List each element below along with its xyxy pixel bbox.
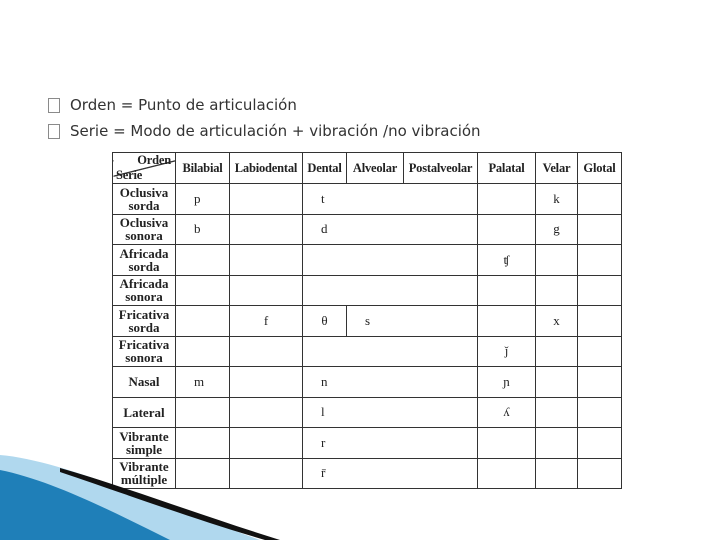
table-cell: s — [347, 306, 478, 337]
table-cell — [230, 214, 303, 245]
phoneme-table-container — [112, 152, 622, 489]
table-cell: b — [176, 214, 230, 245]
table-row — [113, 245, 622, 276]
table-cell: k — [536, 184, 578, 215]
row-label: Nasal — [113, 367, 176, 398]
bullet-box-icon — [48, 98, 60, 113]
table-row — [113, 397, 622, 428]
table-cell: m — [176, 367, 230, 398]
corner-orden-label: Orden — [137, 153, 171, 167]
table-cell — [578, 184, 622, 215]
column-header: Glotal — [578, 153, 622, 184]
table-cell — [478, 428, 536, 459]
table-row — [113, 214, 622, 245]
bullet-box-icon — [48, 124, 60, 139]
table-cell — [230, 397, 303, 428]
table-cell: ʎ — [478, 397, 536, 428]
column-header: Velar — [536, 153, 578, 184]
table-cell: ǰ — [478, 336, 536, 367]
table-cell — [578, 275, 622, 306]
table-cell — [578, 367, 622, 398]
table-cell: r̄ — [303, 458, 478, 489]
table-cell — [303, 245, 478, 276]
table-cell: f — [230, 306, 303, 337]
row-label: Lateral — [113, 397, 176, 428]
table-cell — [536, 458, 578, 489]
table-cell: θ — [303, 306, 347, 337]
table-cell — [478, 306, 536, 337]
table-cell: t — [303, 184, 478, 215]
corner-serie-label: Serie — [116, 168, 143, 182]
column-header: Palatal — [478, 153, 536, 184]
row-label: Africada sorda — [113, 245, 176, 276]
column-header: Alveolar — [347, 153, 404, 184]
table-cell: l — [303, 397, 478, 428]
table-cell — [303, 275, 478, 306]
table-row — [113, 367, 622, 398]
table-cell — [478, 458, 536, 489]
table-cell: n — [303, 367, 478, 398]
table-cell — [230, 184, 303, 215]
bullet-text: Orden = Punto de articulación — [70, 96, 297, 114]
table-cell — [478, 214, 536, 245]
table-cell — [536, 397, 578, 428]
bullet-item — [48, 92, 481, 118]
table-cell — [478, 184, 536, 215]
column-header: Dental — [303, 153, 347, 184]
table-cell — [536, 336, 578, 367]
table-cell — [536, 428, 578, 459]
row-label: Fricativa sonora — [113, 336, 176, 367]
table-cell — [578, 397, 622, 428]
table-cell: g — [536, 214, 578, 245]
bullet-item — [48, 118, 481, 144]
table-cell — [478, 275, 536, 306]
table-cell: d — [303, 214, 478, 245]
table-row — [113, 306, 622, 337]
table-cell: ʧ — [478, 245, 536, 276]
table-cell — [578, 306, 622, 337]
bullet-list — [48, 92, 481, 144]
table-cell — [230, 336, 303, 367]
column-header: Labiodental — [230, 153, 303, 184]
table-cell — [536, 275, 578, 306]
phoneme-table — [112, 152, 622, 489]
table-cell: x — [536, 306, 578, 337]
table-row — [113, 275, 622, 306]
row-label: Africada sonora — [113, 275, 176, 306]
table-cell — [536, 245, 578, 276]
table-cell — [578, 245, 622, 276]
row-label: Fricativa sorda — [113, 306, 176, 337]
table-cell — [578, 428, 622, 459]
table-cell: r — [303, 428, 478, 459]
row-label: Vibrante múltiple — [113, 458, 176, 489]
column-header: Bilabial — [176, 153, 230, 184]
table-cell — [536, 367, 578, 398]
table-cell — [176, 397, 230, 428]
row-label: Vibrante simple — [113, 428, 176, 459]
bullet-text: Serie = Modo de articulación + vibración /no vibración — [70, 122, 481, 140]
table-cell: ɲ — [478, 367, 536, 398]
table-cell — [176, 275, 230, 306]
table-cell: p — [176, 184, 230, 215]
table-cell — [578, 214, 622, 245]
table-cell — [176, 245, 230, 276]
row-label: Oclusiva sorda — [113, 184, 176, 215]
table-cell — [303, 336, 478, 367]
table-row — [113, 184, 622, 215]
corner-cell — [113, 153, 176, 184]
table-cell — [176, 336, 230, 367]
row-label: Oclusiva sonora — [113, 214, 176, 245]
table-cell — [230, 275, 303, 306]
table-cell — [176, 306, 230, 337]
table-cell — [230, 367, 303, 398]
table-row — [113, 336, 622, 367]
table-header-row — [113, 153, 622, 184]
table-cell — [578, 336, 622, 367]
table-cell — [578, 458, 622, 489]
column-header: Postalveolar — [404, 153, 478, 184]
decorative-swoosh — [0, 450, 300, 540]
table-cell — [230, 245, 303, 276]
